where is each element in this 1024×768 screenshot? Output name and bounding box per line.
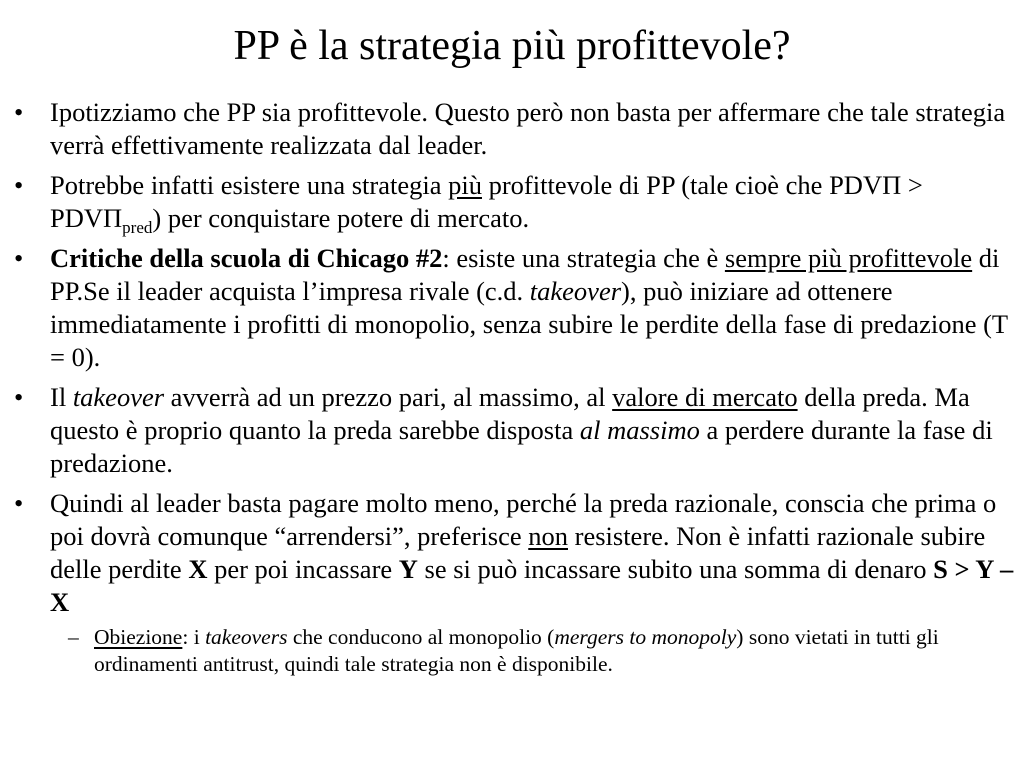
bullet-2-text: ) per conquistare potere di mercato.: [152, 203, 530, 233]
bullet-marker: •: [14, 97, 24, 127]
sub-bullet-text: ) sono vietati in tutti gli ordinamenti antitrust, quindi tale strategia non è disponibile.: [94, 625, 939, 676]
bullet-marker: •: [14, 382, 24, 412]
emphasis-underline: più: [448, 170, 482, 200]
bullet-3-text: ), può iniziare ad ottenere immediatamente i profitti di monopolio, senza subire le perdite della fase di predazione (T = 0).: [50, 276, 1008, 372]
bullet-2-text: Potrebbe infatti esistere una strategia: [50, 170, 449, 200]
sub-bullet-text: che conducono al monopolio (: [287, 625, 555, 649]
symbol-x: X: [188, 554, 208, 584]
bullet-5-text: resistere. Non è infatti razionale subire delle perdite: [50, 521, 986, 584]
inequality-formula: S > Y – X: [50, 554, 1014, 617]
emphasis-italic: takeovers: [205, 625, 288, 649]
objection-label: Obiezione: [94, 625, 183, 649]
bullet-5: [0, 487, 1024, 619]
bullet-4-text: Il: [50, 382, 73, 412]
bullet-3-text: : esiste una strategia che è: [442, 243, 725, 273]
bullet-5-text: per poi incassare: [207, 554, 399, 584]
bullet-4-text: a perdere durante la fase di predazione.: [50, 415, 993, 478]
bullet-4-text: avverrà ad un prezzo pari, al massimo, al: [164, 382, 613, 412]
bullet-1: [0, 96, 1024, 162]
symbol-y: Y: [398, 554, 418, 584]
emphasis-italic: mergers to monopoly: [554, 625, 737, 649]
slide-title: PP è la strategia più profittevole?: [233, 23, 791, 69]
bullet-4-text: della preda. Ma questo è proprio quanto la preda sarebbe disposta: [50, 382, 970, 445]
bullet-3-text: di PP.Se il leader acquista l’impresa rivale (c.d.: [50, 243, 1000, 306]
sub-bullet-text: : i: [182, 625, 206, 649]
bullet-3-heading: Critiche della scuola di Chicago #2: [50, 243, 443, 273]
emphasis-italic: takeover: [529, 276, 622, 306]
emphasis-italic: takeover: [72, 382, 165, 412]
bullet-1-text: Ipotizziamo che PP sia profittevole. Questo però non basta per affermare che tale strategia verrà effettivamente realizzata dal leader.: [50, 97, 1006, 160]
bullet-marker: •: [14, 488, 24, 518]
bullet-2: [0, 169, 1024, 235]
sub-bullet-objection: [0, 624, 1024, 678]
bullet-4: [0, 381, 1024, 480]
bullet-3: [0, 242, 1024, 374]
bullet-5-text: se si può incassare subito una somma di denaro: [417, 554, 934, 584]
bullet-5-text: Quindi al leader basta pagare molto meno, perché la preda razionale, conscia che prima o poi dovrà comunque “arrendersi”, preferisce: [50, 488, 997, 551]
bullet-marker: •: [14, 243, 24, 273]
bullet-marker: •: [14, 170, 24, 200]
emphasis-underline: non: [528, 521, 568, 551]
bullet-list: [0, 96, 1024, 678]
subscript-pred: pred: [122, 218, 153, 237]
sub-bullet-marker: –: [68, 625, 79, 649]
emphasis-underline: valore di mercato: [612, 382, 798, 412]
emphasis-underline: sempre più profittevole: [724, 243, 973, 273]
bullet-2-text: profittevole di PP (tale cioè che PDVΠ > PDVΠ: [50, 170, 923, 233]
emphasis-italic: al massimo: [579, 415, 700, 445]
